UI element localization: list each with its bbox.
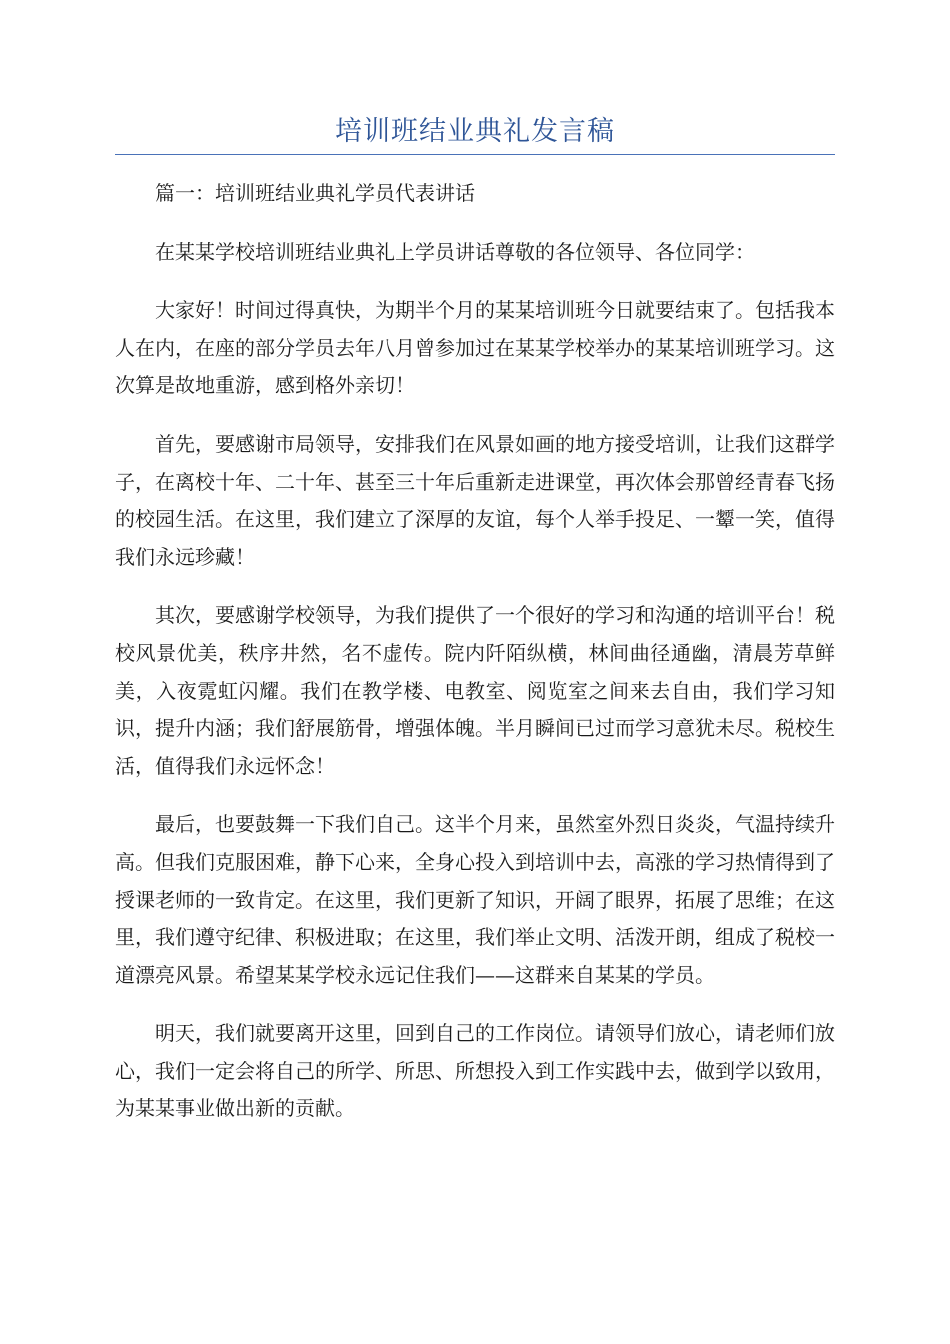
document-body xyxy=(115,175,835,1149)
body-paragraph: 大家好！时间过得真快，为期半个月的某某培训班今日就要结束了。包括我本人在内，在座的部分学员去年八月曾参加过在某某学校举办的某某培训班学习。这次算是故地重游，感到格外亲切！ xyxy=(115,298,835,398)
section-heading: 篇一：培训班结业典礼学员代表讲话 xyxy=(155,181,475,205)
body-paragraph: 明天，我们就要离开这里，回到自己的工作岗位。请领导们放心，请老师们放心，我们一定会将自己的所学、所思、所想投入到工作实践中去，做到学以致用，为某某事业做出新的贡献。 xyxy=(115,1021,835,1121)
body-paragraph: 最后，也要鼓舞一下我们自己。这半个月来，虽然室外烈日炎炎，气温持续升高。但我们克服困难，静下心来，全身心投入到培训中去，高涨的学习热情得到了授课老师的一致肯定。在这里，我们更新了知识，开阔了眼界，拓展了思维；在这里，我们遵守纪律、积极进取；在这里，我们举止文明、活泼开朗，组成了税校一道漂亮风景。希望某某学校永远记住我们——这群来自某某的学员。 xyxy=(115,812,835,987)
speech-opening: 在某某学校培训班结业典礼上学员讲话尊敬的各位领导、各位同学： xyxy=(155,239,755,264)
body-paragraph: 首先，要感谢市局领导，安排我们在风景如画的地方接受培训，让我们这群学子，在离校十年、二十年、甚至三十年后重新走进课堂，再次体会那曾经青春飞扬的校园生活。在这里，我们建立了深厚的友谊，每个人举手投足、一颦一笑，值得我们永远珍藏！ xyxy=(115,431,835,569)
document-title: 培训班结业典礼发言稿 xyxy=(335,116,615,147)
title-underline xyxy=(115,154,835,155)
body-paragraph: 其次，要感谢学校领导，为我们提供了一个很好的学习和沟通的培训平台！税校风景优美，秩序井然，名不虚传。院内阡陌纵横，林间曲径通幽，清晨芳草鲜美，入夜霓虹闪耀。我们在教学楼、电教室、阅览室之间来去自由，我们学习知识，提升内涵；我们舒展筋骨，增强体魄。半月瞬间已过而学习意犹未尽。税校生活，值得我们永远怀念！ xyxy=(115,603,835,778)
